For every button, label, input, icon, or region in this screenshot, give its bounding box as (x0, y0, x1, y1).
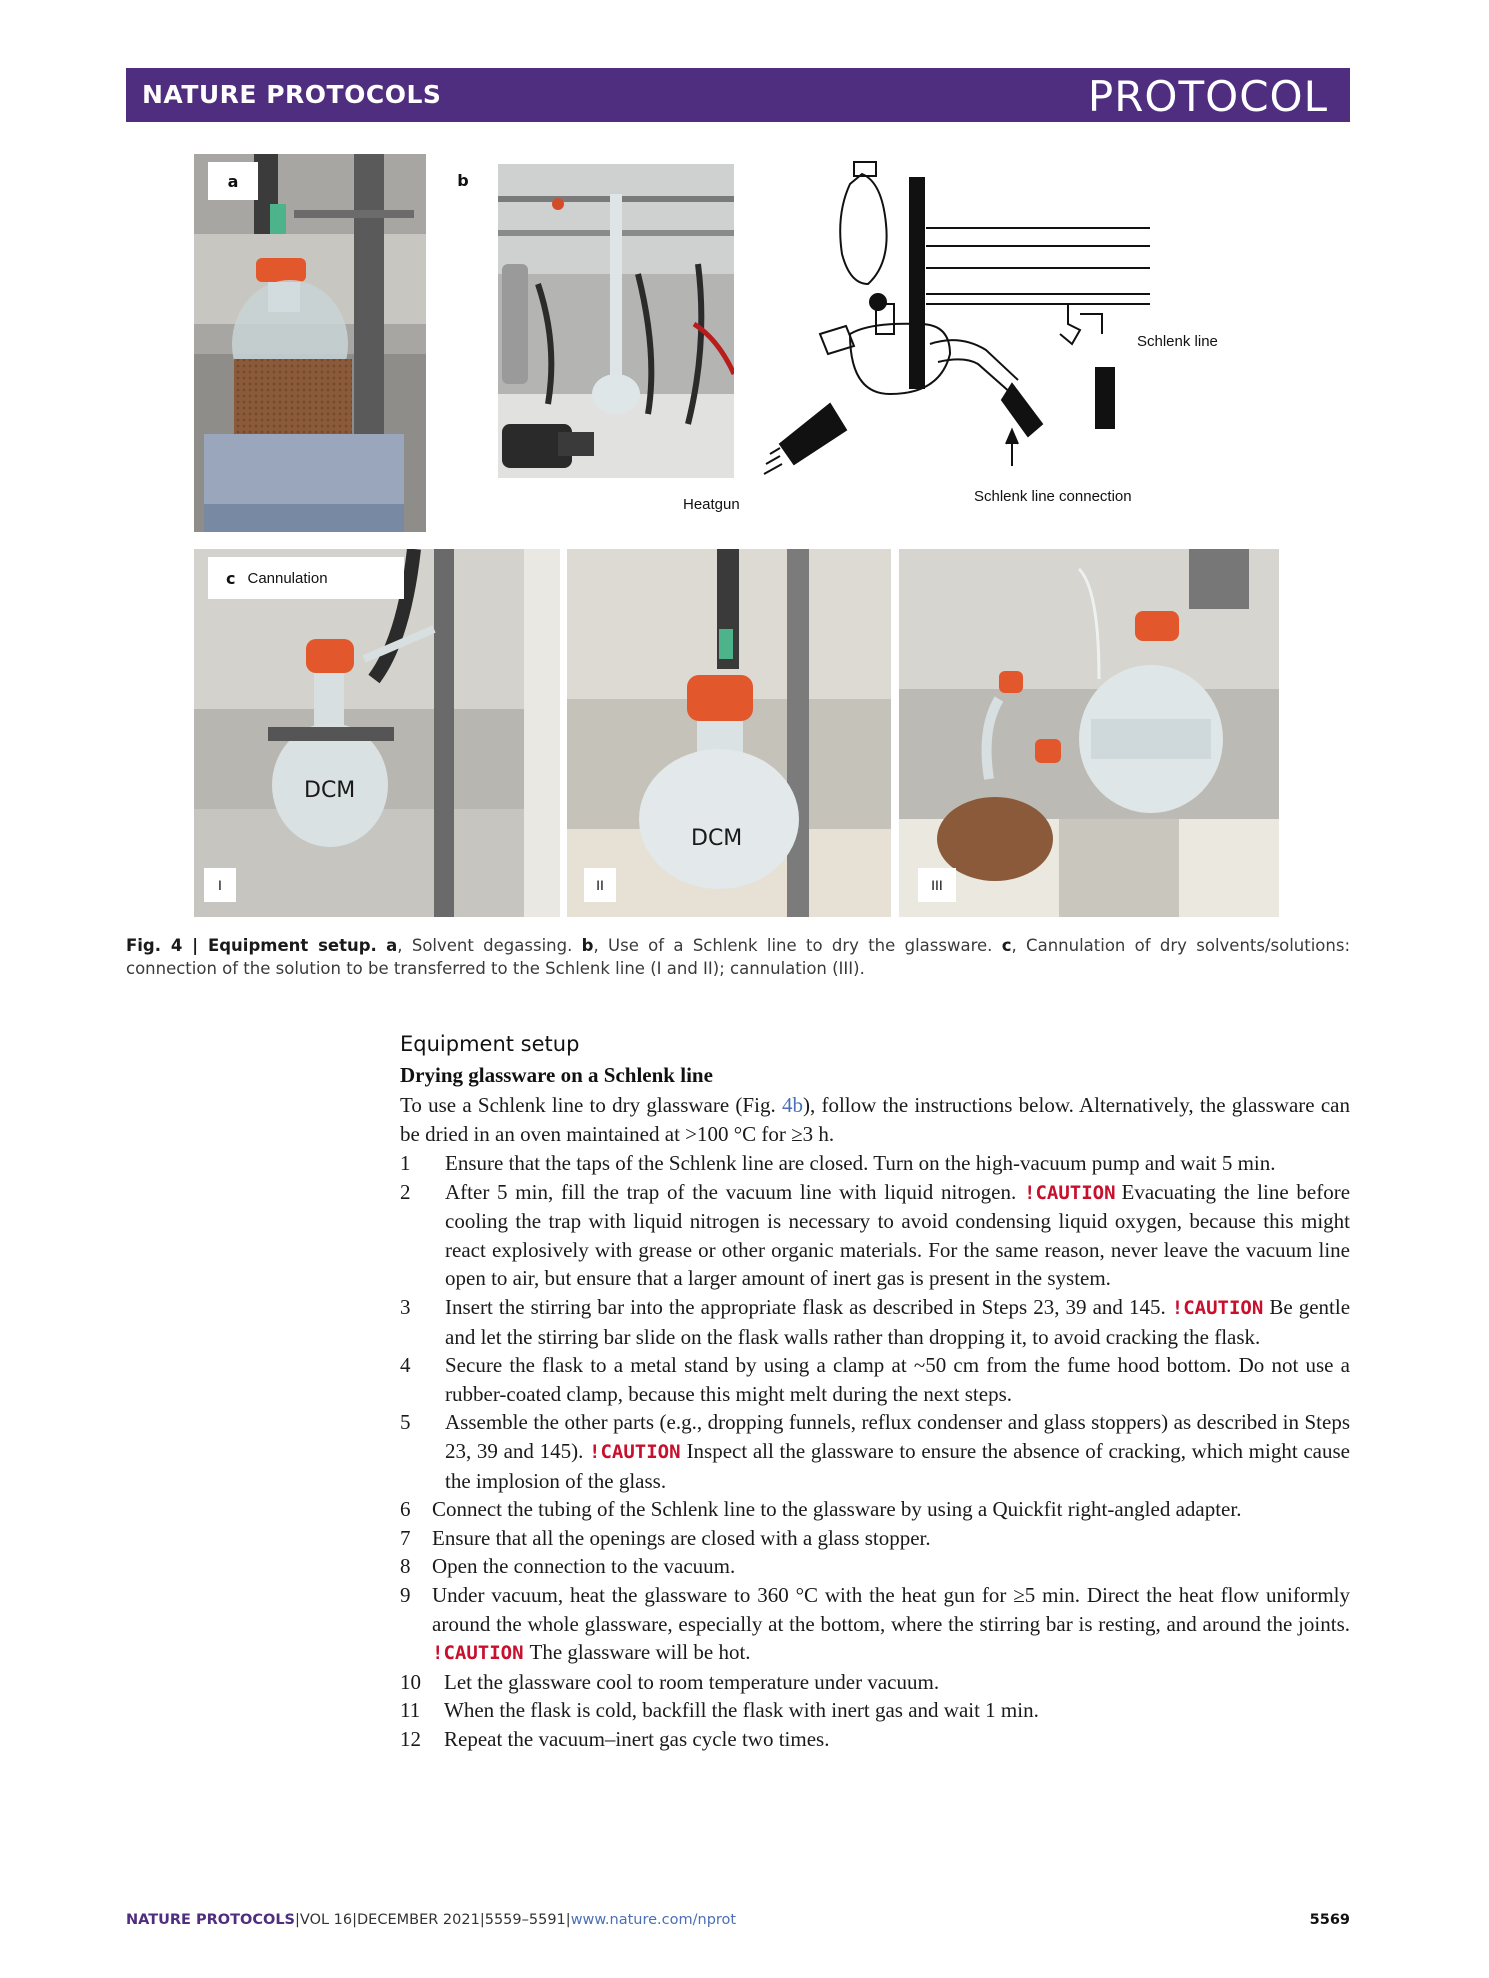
schlenk-diagram (750, 154, 1250, 484)
photo-cannulation-III (899, 549, 1279, 917)
intro-text-2: ), follow the instructions below. Alternatively, the glassware can be dried in an oven maintained at >100 °C for ≥3 h. (400, 1093, 1350, 1146)
step-text: Secure the flask to a metal stand by using a clamp at ~50 cm from the fume hood bottom. Do not use a rubber-coated clamp, because this might melt during the next steps. (445, 1353, 1350, 1406)
photo-panel-b (498, 164, 734, 478)
panel-label-a: a (208, 162, 258, 200)
panel-label-b: b (448, 164, 478, 196)
panel-c-title: Cannulation (247, 569, 328, 587)
step-number: 8 (400, 1554, 411, 1579)
step-item (400, 1552, 1350, 1581)
figure-ref-link[interactable]: 4b (781, 1093, 803, 1117)
step-item (400, 1178, 1350, 1293)
step-number: 12 (400, 1726, 421, 1751)
step-number: 10 (400, 1669, 421, 1694)
section-subheading: Drying glassware on a Schlenk line (400, 1063, 713, 1087)
section-heading: Equipment setup (400, 1032, 580, 1056)
page-footer (126, 1912, 1350, 1928)
photo-solvent-degassing (194, 154, 426, 532)
photo-schlenk-drying (498, 164, 734, 478)
caption-text-c: , Cannulation of dry solvents/solutions: connection of the solution to be transferred to the Schlenk line (I and II); cannulation (III). (126, 936, 1351, 978)
step-text: Assemble the other parts (e.g., dropping funnels, reflux condenser and glass stoppers) as described in Steps 23, 39 and 145). (445, 1410, 1350, 1463)
caption-key-b: b (581, 936, 594, 955)
photo-cannulation-I (194, 549, 560, 917)
caution-text: Evacuating the line before cooling the trap with liquid nitrogen is necessary to avoid condensing liquid oxygen, because this might react explosively with grease or other organic materials. For the same reason, never leave the vacuum line open to air, but ensure that a larger amount of inert gas is present in the system. (445, 1179, 1351, 1291)
footer-sep: | (565, 1912, 571, 1928)
caution-label: !CAUTION (432, 1642, 524, 1665)
caption-text-a: , Solvent degassing. (397, 936, 582, 955)
label-heatgun: Heatgun (683, 496, 740, 513)
step-text: Repeat the vacuum–inert gas cycle two times. (444, 1726, 830, 1751)
caption-key-c: c (1001, 936, 1012, 955)
step-number: 3 (400, 1294, 411, 1319)
photo-cannulation-II (567, 549, 891, 917)
step-item (400, 1524, 1350, 1553)
step-text: When the flask is cold, backfill the flask with inert gas and wait 1 min. (444, 1698, 1039, 1723)
roman-label-III: III (918, 868, 956, 902)
footer-sep: | (352, 1912, 358, 1928)
step-text: After 5 min, fill the trap of the vacuum line with liquid nitrogen. (445, 1179, 1017, 1204)
footer-sep: | (295, 1912, 300, 1928)
step-number: 1 (400, 1151, 411, 1175)
figure-caption (126, 934, 1350, 980)
step-number: 4 (400, 1353, 411, 1378)
step-item (400, 1725, 1350, 1754)
photo-panel-a (194, 154, 426, 532)
caption-key-a: a (386, 936, 398, 955)
footer-date: DECEMBER 2021 (357, 1912, 480, 1928)
step-item (400, 1581, 1350, 1668)
step-item (400, 1668, 1350, 1697)
header-banner (126, 68, 1350, 122)
step-number: 9 (400, 1582, 411, 1607)
step-item (400, 1149, 1350, 1178)
roman-label-II: II (584, 868, 616, 902)
step-text: Ensure that the taps of the Schlenk line are closed. Turn on the high-vacuum pump and wait 5 min. (445, 1151, 1276, 1175)
step-number: 6 (400, 1497, 411, 1522)
caption-text-b: , Use of a Schlenk line to dry the glassware. (593, 936, 1002, 955)
step-number: 11 (400, 1698, 421, 1723)
caution-text: Be gentle and let the stirring bar slide on the flask walls rather than dropping it, to avoid cracking the flask. (445, 1294, 1351, 1349)
step-text: Open the connection to the vacuum. (432, 1554, 736, 1579)
article-type: PROTOCOL (1087, 72, 1328, 121)
step-item (400, 1351, 1350, 1408)
footer-volume: VOL 16 (299, 1912, 353, 1928)
photo-panel-c3 (899, 549, 1279, 917)
label-schlenk-connection: Schlenk line connection (974, 488, 1132, 505)
step-text: Insert the stirring bar into the appropriate flask as described in Steps 23, 39 and 145. (445, 1294, 1166, 1319)
photo-panel-c1 (194, 549, 560, 917)
step-item (400, 1408, 1350, 1495)
caption-label: Fig. 4 | Equipment setup. (126, 936, 377, 955)
panel-c-letter: c (226, 568, 236, 588)
step-number: 7 (400, 1525, 411, 1550)
intro-text-1: To use a Schlenk line to dry glassware (Fig. (400, 1093, 782, 1117)
step-item (400, 1696, 1350, 1725)
steps-list (400, 1149, 1350, 1753)
section-intro (400, 1091, 1350, 1149)
footer-journal: NATURE PROTOCOLS (126, 1912, 296, 1928)
footer-url-link[interactable]: www.nature.com/nprot (570, 1912, 737, 1928)
page-number: 5569 (1309, 1912, 1350, 1928)
caution-label: !CAUTION (589, 1440, 681, 1463)
step-item (400, 1495, 1350, 1524)
step-item (400, 1293, 1350, 1351)
roman-label-I: I (204, 868, 236, 902)
step-text: Under vacuum, heat the glassware to 360 °C with the heat gun for ≥5 min. Direct the heat flow uniformly around the whole glassware, especially at the bottom, where the stirring bar is resting, and around the joints. (432, 1582, 1350, 1636)
step-text: Let the glassware cool to room temperature under vacuum. (444, 1669, 940, 1694)
panel-label-c (208, 557, 404, 599)
caution-text: The glassware will be hot. (529, 1640, 751, 1665)
schlenk-line-drawing (750, 154, 1250, 484)
step-number: 5 (400, 1410, 411, 1435)
step-number: 2 (400, 1179, 411, 1204)
caution-text: Inspect all the glassware to ensure the absence of cracking, which might cause the implosion of the glass. (445, 1438, 1350, 1493)
label-schlenk-line: Schlenk line (1137, 333, 1218, 350)
footer-pages: 5559–5591 (484, 1912, 566, 1928)
journal-name: NATURE PROTOCOLS (142, 80, 442, 109)
flask-label-1: DCM (304, 778, 356, 803)
step-text: Ensure that all the openings are closed with a glass stopper. (432, 1525, 931, 1550)
photo-panel-c2 (567, 549, 891, 917)
caution-label: !CAUTION (1024, 1181, 1116, 1204)
caution-label: !CAUTION (1171, 1296, 1264, 1319)
step-text: Connect the tubing of the Schlenk line to the glassware by using a Quickfit right-angled adapter. (432, 1497, 1242, 1522)
flask-label-2: DCM (691, 826, 743, 851)
footer-sep: | (479, 1912, 485, 1928)
